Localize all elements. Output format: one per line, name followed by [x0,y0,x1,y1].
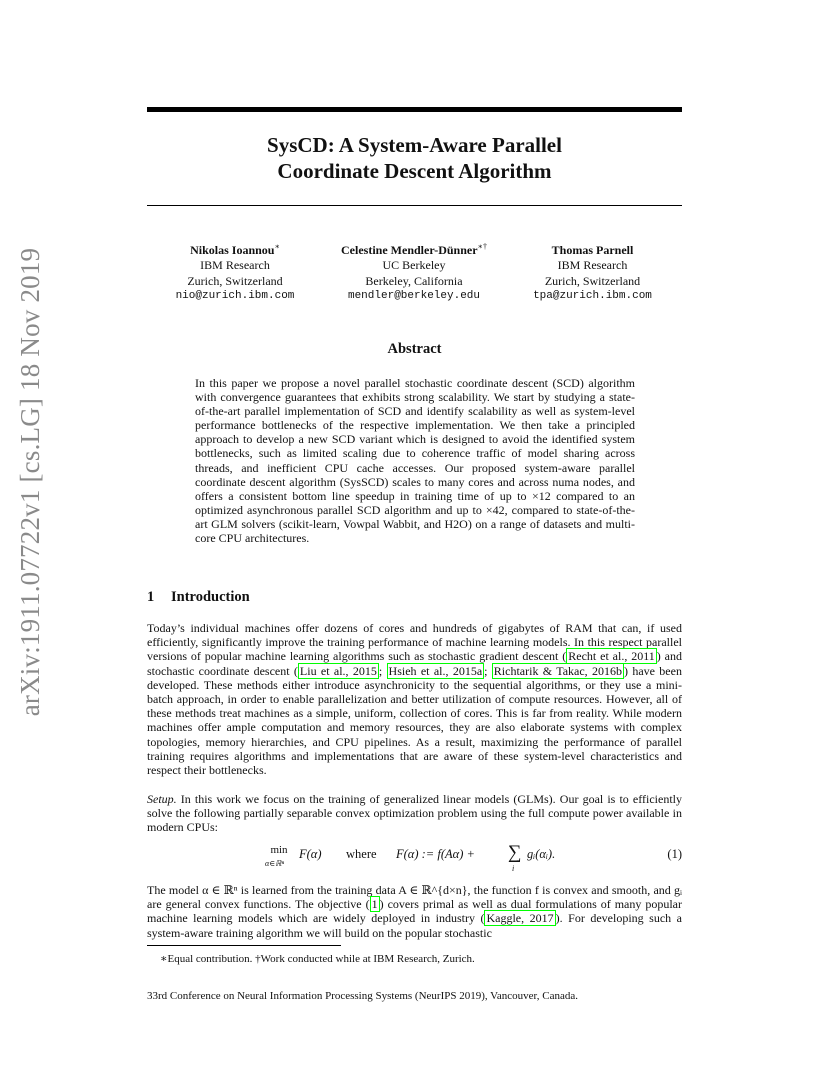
title-line-2: Coordinate Descent Algorithm [277,159,552,183]
eq-regularizer: gᵢ(αᵢ). [527,847,556,861]
citation-link[interactable]: Recht et al., 2011 [568,649,655,664]
author-mark: ∗ [274,242,280,251]
author-block-1 [160,243,310,304]
author-affiliation: UC Berkeley [382,258,446,273]
text-run: ) and stochastic coordinate descent ( [147,649,682,678]
text-run: The model α ∈ ℝⁿ is learned from the training data A ∈ ℝ^{d×n}, the function f is convex and smooth, and gᵢ are general convex functions. The objective ( [147,883,682,912]
citation-link[interactable]: Kaggle, 2017 [486,911,554,926]
eq-objective: F(α) [299,847,322,861]
footnote: ∗Equal contribution. †Work conducted while at IBM Research, Zurich. [160,953,475,965]
text-run: ). For developing such a system-aware training algorithm we will build on the popular stochastic [147,911,682,940]
author-block-3 [515,243,670,304]
author-mark: ∗† [477,242,487,251]
author-affiliation: IBM Research [557,258,628,273]
intro-paragraph-3 [147,883,682,940]
equation-ref-link[interactable]: 1 [371,897,378,912]
section-number: 1 [147,589,155,605]
intro-paragraph-2 [147,792,682,835]
abstract-body: In this paper we propose a novel parallel stochastic coordinate descent (SCD) algorithm with convergence guarantees that exhibits strong scalability. We start by studying a state-of-the-art parallel implementation of SCD and identify scalability as well as system-level performance bottlenecks of the respective implementation. We then take a principled approach to develop a new SCD variant which is designed to avoid the identified system bottlenecks, such as limited scaling due to coherence traffic of model sharing across threads, and inefficient CPU cache accesses. Our proposed system-aware parallel coordinate descent algorithm (SysSCD) scales to many cores and across numa nodes, and offers a consistent bottom line speedup in training time of up to ×12 compared to an optimized asynchronous parallel SCD algorithm and up to ×42, compared to state-of-the-art GLM solvers (scikit-learn, Vowpal Wabbit, and H2O) on a range of datasets and multi-core CPU architectures. [195,376,635,546]
author-name: Thomas Parnell [551,243,634,257]
abstract-heading: Abstract [387,341,442,357]
setup-label: Setup. [147,792,177,806]
citation-link[interactable]: Richtarik & Takac, 2016b [493,663,623,678]
eq-subscript: α∈ℝⁿ [265,859,284,868]
equation-1 [147,844,682,878]
author-name: Celestine Mendler-Dünner [341,243,478,257]
eq-sum: ∑ [508,842,522,863]
citation-link[interactable]: Liu et al., 2015 [299,663,377,678]
text-run: ) have been developed. These methods either introduce asynchronicity to the sequential algorithms, or they use a mini-batch approach, in order to enable parallelization and better utilization of compute resources. However, all of these methods treat machines as a simple, uniform, collection of cores. This is far from reality. While modern machines offer ample computation and memory resources, they are also elaborate systems with complex topologies, memory hierarchies, and CPU pipelines. As a result, maximizing the performance of parallel training requires algorithms and implementations that are aware of these system-level characteristics and respect their bottlenecks. [147,663,682,778]
conference-note: 33rd Conference on Neural Information Processing Systems (NeurIPS 2019), Vancouver, Canada. [147,990,579,1002]
author-name: Nikolas Ioannou [190,243,275,257]
eq-sum-index: i [512,864,515,873]
text-run: ; [378,663,387,678]
eq-definition: F(α) := f(Aα) + [396,847,475,861]
text-run: Today’s individual machines offer dozens of cores and hundreds of gigabytes of RAM that can, if used efficiently, significantly improve the training performance of machine learning models. In this respect parallel versions of popular machine learning algorithms such as stochastic gradient descent ( [147,621,682,664]
citation-link[interactable]: Hsieh et al., 2015a [388,663,483,678]
author-location: Zurich, Switzerland [544,273,641,288]
author-block-2 [318,243,510,304]
author-location: Berkeley, California [365,273,463,288]
eq-min: min [270,844,288,856]
section-heading [147,589,250,606]
author-affiliation: IBM Research [200,258,270,273]
eq-number: (1) [667,847,682,861]
text-run: ) covers primal as well as dual formulations of many popular machine learning models which are widely deployed in industry ( [147,897,683,926]
top-rule [147,107,682,112]
author-email[interactable]: mendler@berkeley.edu [347,289,481,302]
paper-title [147,132,682,184]
text-run: ; [484,663,492,678]
section-title: Introduction [171,589,250,605]
author-email[interactable]: tpa@zurich.ibm.com [533,289,652,302]
title-line-1: SysCD: A System-Aware Parallel [267,133,562,157]
title-rule [147,205,682,206]
footnote-rule [147,945,341,946]
eq-where: where [346,847,377,861]
author-location: Zurich, Switzerland [187,273,283,288]
arxiv-stamp: arXiv:1911.07722v1 [cs.LG] 18 Nov 2019 [15,247,45,717]
author-email[interactable]: nio@zurich.ibm.com [175,289,295,302]
text-run: In this work we focus on the training of generalized linear models (GLMs). Our goal is to efficiently solve the following partially separable convex optimization problem using the full compute power available in modern CPUs: [147,792,682,835]
intro-paragraph-1 [147,621,682,777]
